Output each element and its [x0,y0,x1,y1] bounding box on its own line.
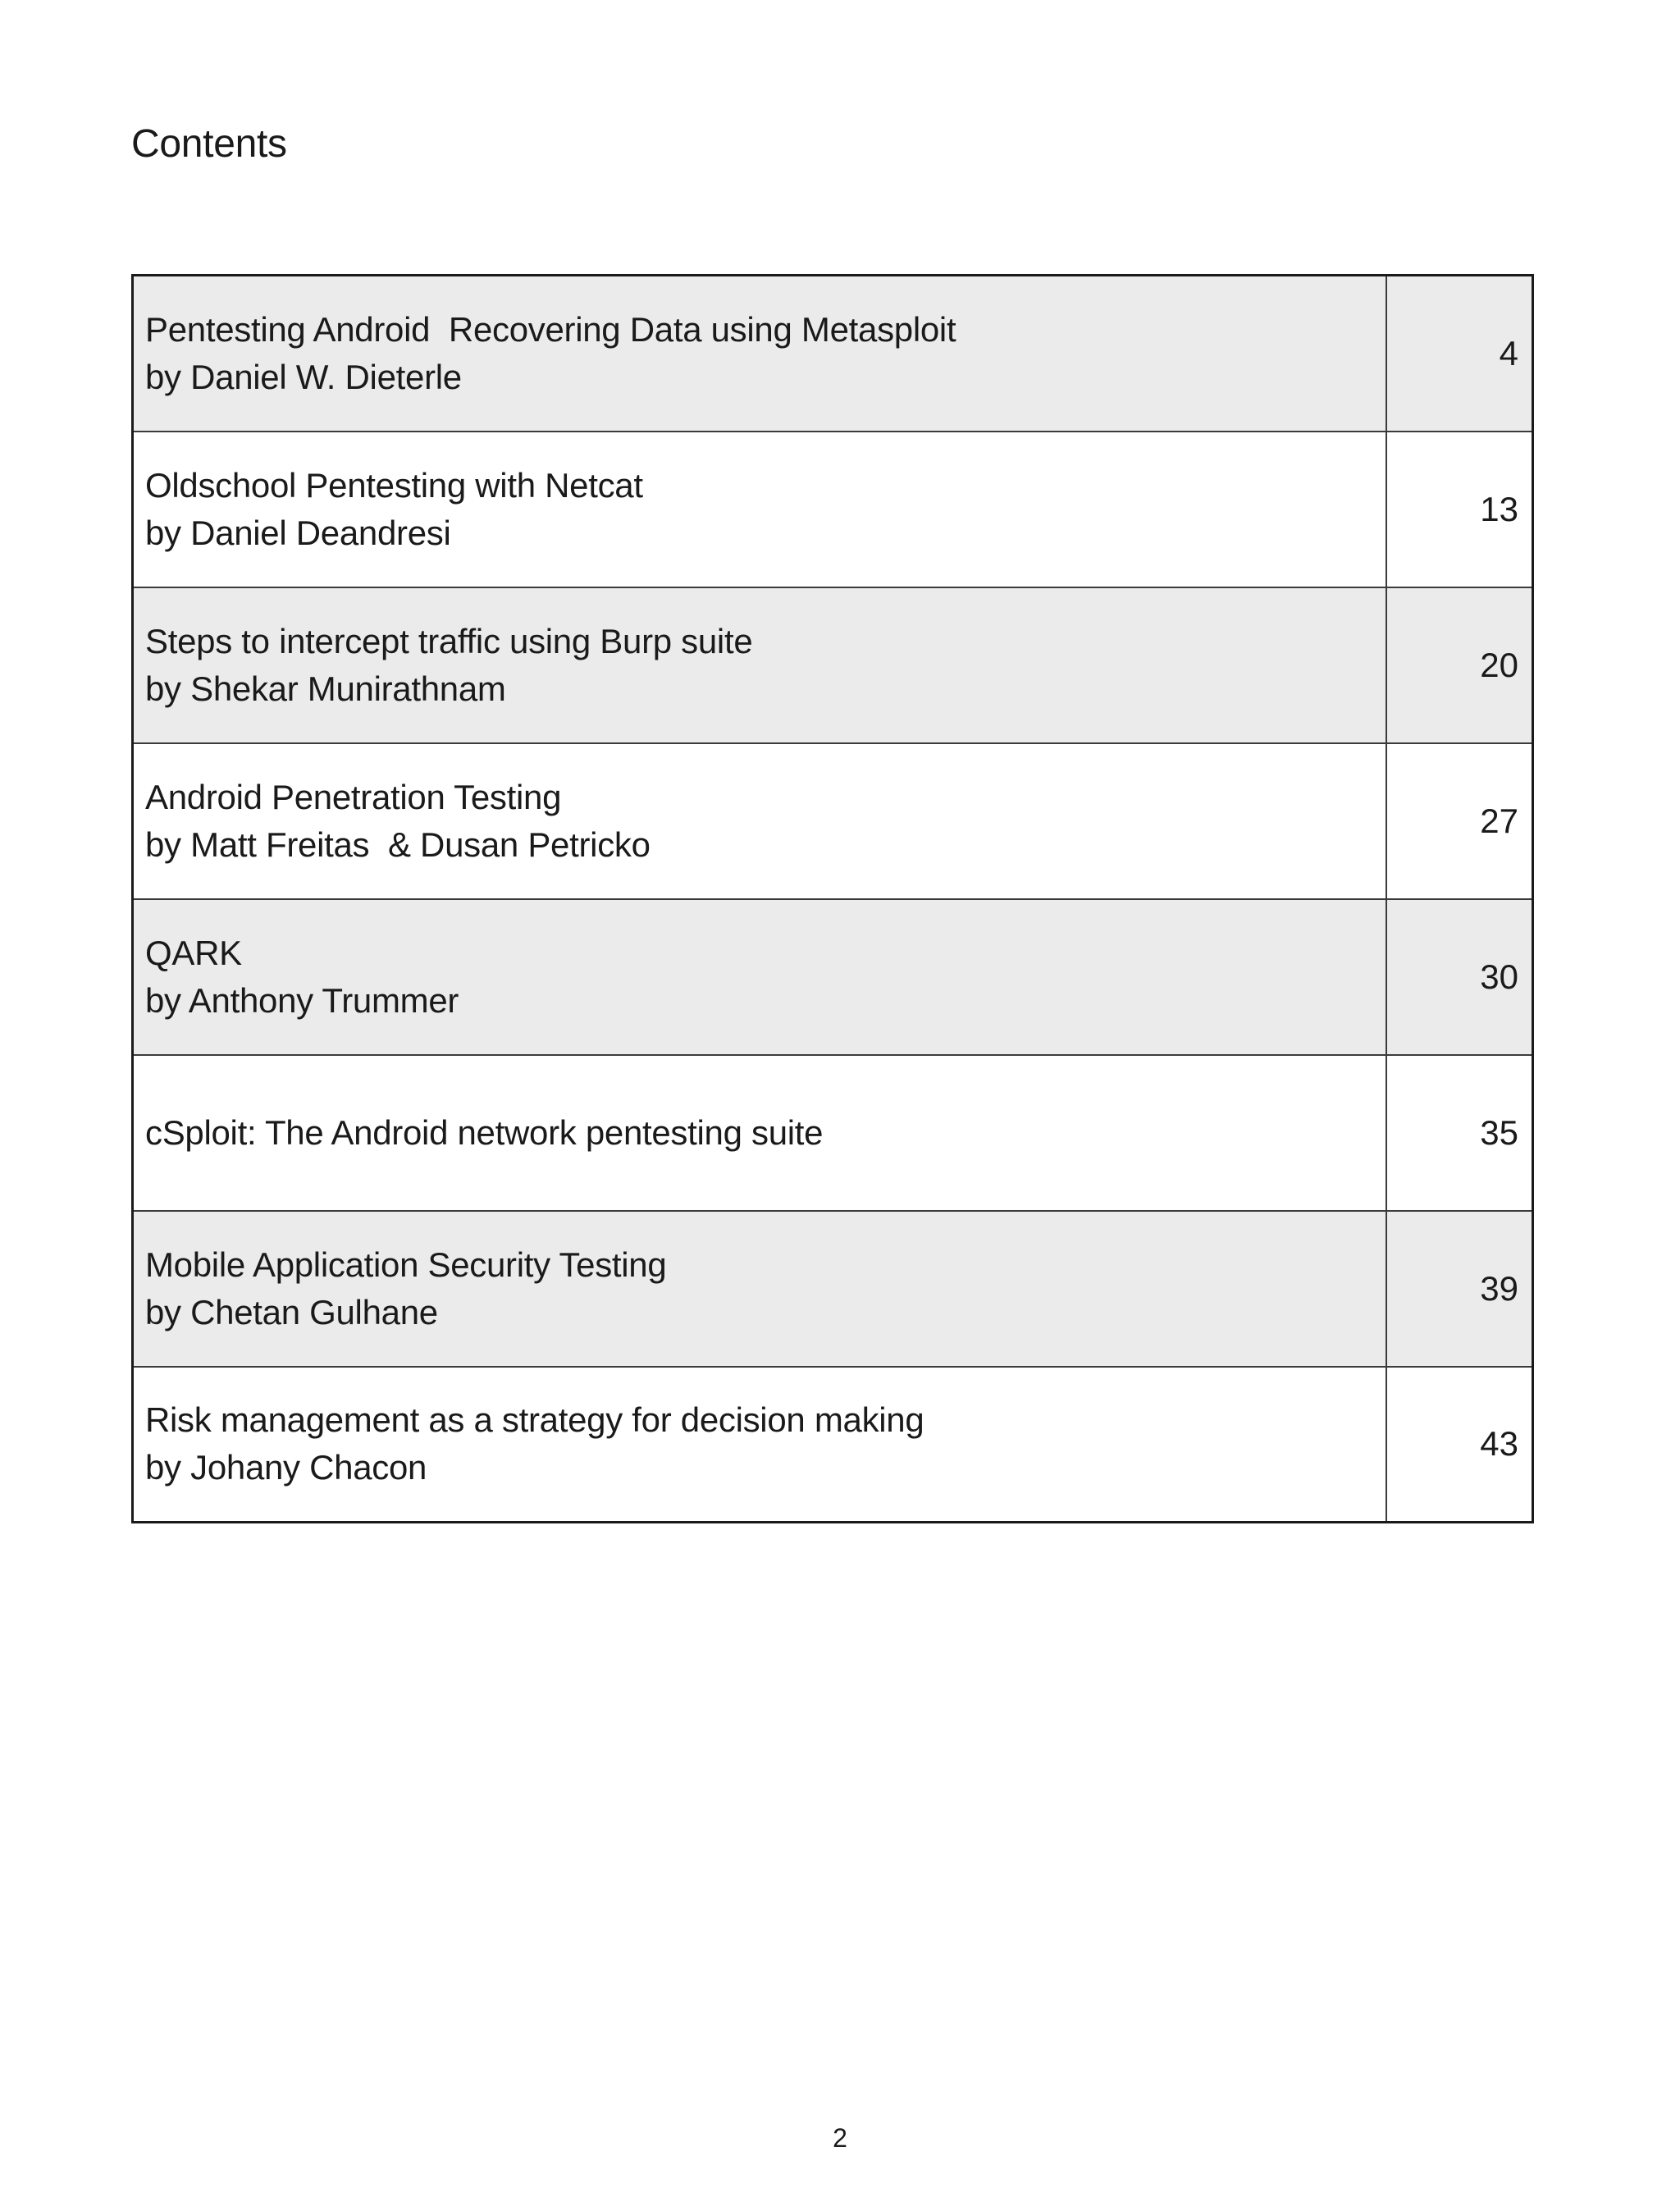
toc-entry [133,743,1387,899]
toc-entry [133,432,1387,587]
toc-entry [133,1367,1387,1523]
toc-row[interactable] [133,276,1533,432]
toc-page-number: 27 [1386,743,1533,899]
toc-row[interactable] [133,743,1533,899]
toc-row[interactable] [133,587,1533,743]
toc-entry-author: by Daniel Deandresi [145,513,451,552]
toc-entry-author: by Chetan Gulhane [145,1292,438,1331]
toc-row[interactable] [133,1055,1533,1211]
toc-entry-title: Oldschool Pentesting with Netcat [145,465,643,505]
toc-entry [133,1055,1387,1211]
toc-row[interactable] [133,432,1533,587]
toc-row[interactable] [133,1211,1533,1367]
toc-entry [133,1211,1387,1367]
toc-entry-author: by Daniel W. Dieterle [145,357,462,396]
toc-entry-title: Android Penetration Testing [145,777,562,816]
toc-entry [133,899,1387,1055]
toc-entry-title: Steps to intercept traffic using Burp suite [145,621,753,660]
toc-row[interactable] [133,899,1533,1055]
toc-entry-author: by Johany Chacon [145,1448,427,1487]
toc-page-number: 13 [1386,432,1533,587]
table-of-contents [131,274,1534,1523]
toc-page-number: 30 [1386,899,1533,1055]
toc-entry-title: Mobile Application Security Testing [145,1245,667,1284]
toc-page-number: 4 [1386,276,1533,432]
toc-row[interactable] [133,1367,1533,1523]
toc-entry-title: QARK [145,933,242,972]
footer-page-number: 2 [833,2123,847,2153]
toc-entry [133,587,1387,743]
toc-entry-author: by Shekar Munirathnam [145,669,506,708]
toc-entry-author: by Matt Freitas & Dusan Petricko [145,824,651,864]
toc-page-number: 43 [1386,1367,1533,1523]
toc-entry-title: cSploit: The Android network pentesting suite [145,1112,824,1152]
toc-page-number: 39 [1386,1211,1533,1367]
toc-entry-title: Pentesting Android Recovering Data using Metasploit [145,309,956,349]
toc-entry-author: by Anthony Trummer [145,980,459,1020]
toc-entry-title: Risk management as a strategy for decision making [145,1400,924,1440]
toc-page-number: 20 [1386,587,1533,743]
page-title: Contents [131,122,287,166]
toc-entry [133,276,1387,432]
toc-page-number: 35 [1386,1055,1533,1211]
